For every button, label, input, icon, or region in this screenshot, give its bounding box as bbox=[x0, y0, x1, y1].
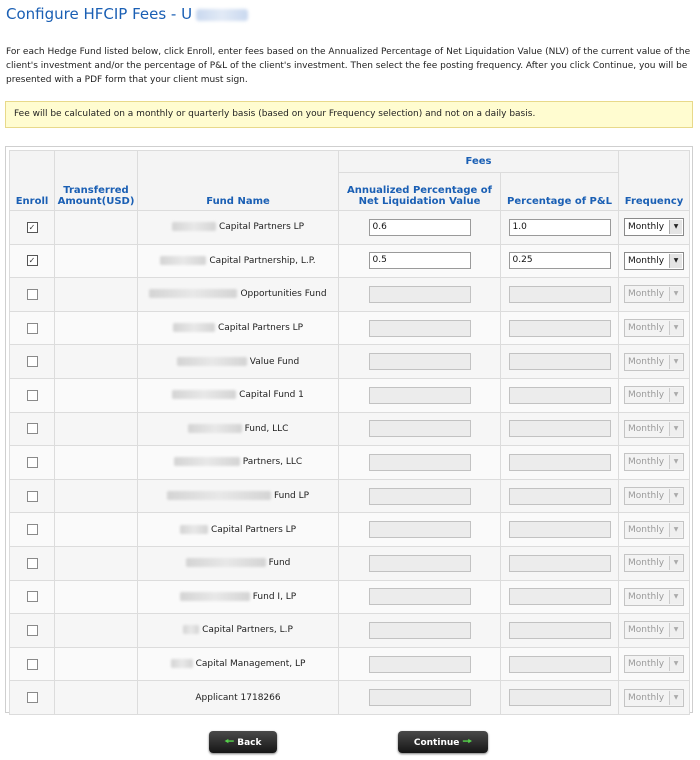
fund-name bbox=[149, 289, 326, 299]
fund-name bbox=[195, 693, 280, 703]
frequency-value: Monthly bbox=[628, 524, 665, 535]
dropdown-arrow-icon: ▼ bbox=[669, 254, 682, 268]
dropdown-arrow-icon: ▼ bbox=[669, 691, 682, 705]
nlv-input[interactable]: 0.6 bbox=[369, 219, 471, 236]
back-button-label: Back bbox=[237, 738, 262, 748]
fund-name-cell bbox=[138, 580, 339, 614]
frequency-select[interactable] bbox=[624, 420, 684, 438]
pnl-cell bbox=[501, 546, 619, 580]
frequency-cell bbox=[619, 580, 690, 614]
back-button[interactable] bbox=[209, 731, 277, 753]
table-row bbox=[10, 681, 690, 715]
table-row bbox=[10, 278, 690, 312]
dropdown-arrow-icon: ▼ bbox=[669, 556, 682, 570]
enroll-cell bbox=[10, 446, 55, 480]
pnl-cell bbox=[501, 446, 619, 480]
frequency-header: Frequency bbox=[619, 151, 690, 211]
transferred-amount-cell bbox=[55, 647, 138, 681]
enroll-cell bbox=[10, 614, 55, 648]
frequency-value: Monthly bbox=[628, 692, 665, 703]
transferred-amount-cell bbox=[55, 345, 138, 379]
fund-name-cell bbox=[138, 479, 339, 513]
dropdown-arrow-icon: ▼ bbox=[669, 321, 682, 335]
dropdown-arrow-icon: ▼ bbox=[669, 355, 682, 369]
dropdown-arrow-icon: ▼ bbox=[669, 590, 682, 604]
table-row bbox=[10, 513, 690, 547]
enroll-checkbox[interactable] bbox=[27, 491, 38, 502]
pnl-input[interactable] bbox=[509, 689, 611, 706]
enroll-checkbox[interactable] bbox=[27, 659, 38, 670]
dropdown-arrow-icon: ▼ bbox=[669, 388, 682, 402]
frequency-cell bbox=[619, 311, 690, 345]
frequency-value: Monthly bbox=[628, 255, 665, 266]
fund-name-text: Capital Fund 1 bbox=[239, 390, 304, 401]
nlv-input[interactable] bbox=[369, 656, 471, 673]
redacted-account-id bbox=[196, 9, 248, 21]
fund-name-text: Fund, LLC bbox=[244, 423, 289, 434]
frequency-select[interactable] bbox=[624, 319, 684, 337]
enroll-header: Enroll bbox=[10, 151, 55, 211]
nlv-cell bbox=[339, 546, 501, 580]
redacted-fund-prefix bbox=[174, 457, 240, 466]
transferred-amount-cell bbox=[55, 412, 138, 446]
frequency-value: Monthly bbox=[628, 423, 665, 434]
enroll-checkbox[interactable] bbox=[27, 625, 38, 636]
fees-table-container bbox=[5, 146, 693, 713]
frequency-select[interactable] bbox=[624, 252, 684, 270]
frequency-cell bbox=[619, 614, 690, 648]
transferred-amount-cell bbox=[55, 311, 138, 345]
enroll-checkbox[interactable]: ✓ bbox=[27, 222, 38, 233]
fund-name-cell bbox=[138, 681, 339, 715]
nlv-cell bbox=[339, 311, 501, 345]
fund-name-text: Partners, LLC bbox=[242, 457, 303, 468]
pnl-cell bbox=[501, 412, 619, 446]
dropdown-arrow-icon: ▼ bbox=[669, 422, 682, 436]
frequency-select[interactable] bbox=[624, 521, 684, 539]
nlv-cell bbox=[339, 647, 501, 681]
pnl-header: Percentage of P&L bbox=[501, 173, 619, 211]
enroll-checkbox[interactable] bbox=[27, 524, 38, 535]
nlv-cell bbox=[339, 211, 501, 245]
redacted-fund-prefix bbox=[167, 491, 271, 500]
nlv-cell bbox=[339, 446, 501, 480]
frequency-select[interactable] bbox=[624, 554, 684, 572]
frequency-cell bbox=[619, 681, 690, 715]
transferred-amount-cell bbox=[55, 278, 138, 312]
table-row bbox=[10, 311, 690, 345]
pnl-input[interactable] bbox=[509, 656, 611, 673]
nlv-input[interactable] bbox=[369, 488, 471, 505]
pnl-input[interactable] bbox=[509, 555, 611, 572]
pnl-cell bbox=[501, 580, 619, 614]
transferred-amount-cell bbox=[55, 479, 138, 513]
enroll-checkbox[interactable] bbox=[27, 558, 38, 569]
nlv-cell bbox=[339, 378, 501, 412]
table-row bbox=[10, 614, 690, 648]
fund-name-text: Capital Partnership, L.P. bbox=[209, 255, 316, 266]
nlv-cell bbox=[339, 614, 501, 648]
enroll-cell bbox=[10, 681, 55, 715]
redacted-fund-prefix bbox=[172, 222, 216, 231]
frequency-value: Monthly bbox=[628, 625, 665, 636]
fund-name-cell bbox=[138, 546, 339, 580]
fund-name-header: Fund Name bbox=[138, 151, 339, 211]
redacted-fund-prefix bbox=[149, 289, 237, 298]
enroll-cell bbox=[10, 546, 55, 580]
nlv-input[interactable] bbox=[369, 588, 471, 605]
frequency-cell bbox=[619, 647, 690, 681]
transferred-amount-cell bbox=[55, 681, 138, 715]
redacted-fund-prefix bbox=[180, 592, 250, 601]
fund-name-cell bbox=[138, 378, 339, 412]
pnl-input[interactable]: 0.25 bbox=[509, 252, 611, 269]
fund-name bbox=[174, 457, 302, 467]
redacted-fund-prefix bbox=[186, 558, 266, 567]
frequency-select[interactable] bbox=[624, 588, 684, 606]
pnl-cell bbox=[501, 278, 619, 312]
enroll-cell bbox=[10, 211, 55, 245]
fund-name-text: Applicant 1718266 bbox=[195, 692, 281, 703]
nlv-input[interactable] bbox=[369, 320, 471, 337]
fund-name bbox=[180, 592, 296, 602]
table-row bbox=[10, 479, 690, 513]
page-title-text: Configure HFCIP Fees - U bbox=[6, 5, 193, 23]
pnl-cell bbox=[501, 614, 619, 648]
enroll-cell bbox=[10, 513, 55, 547]
pnl-cell bbox=[501, 211, 619, 245]
continue-button[interactable] bbox=[398, 731, 488, 753]
pnl-input[interactable] bbox=[509, 387, 611, 404]
enroll-cell bbox=[10, 244, 55, 278]
dropdown-arrow-icon: ▼ bbox=[669, 287, 682, 301]
transferred-amount-header: Transferred Amount(USD) bbox=[55, 151, 138, 211]
redacted-fund-prefix bbox=[171, 659, 193, 668]
redacted-fund-prefix bbox=[183, 625, 199, 634]
enroll-checkbox[interactable] bbox=[27, 591, 38, 602]
transferred-amount-cell bbox=[55, 546, 138, 580]
transferred-amount-cell bbox=[55, 513, 138, 547]
frequency-value: Monthly bbox=[628, 222, 665, 233]
dropdown-arrow-icon: ▼ bbox=[669, 455, 682, 469]
nlv-header: Annualized Percentage of Net Liquidation Value bbox=[339, 173, 501, 211]
fund-name-cell bbox=[138, 211, 339, 245]
enroll-cell bbox=[10, 580, 55, 614]
transferred-amount-cell bbox=[55, 244, 138, 278]
enroll-cell bbox=[10, 345, 55, 379]
fund-name-cell bbox=[138, 278, 339, 312]
fund-name-cell bbox=[138, 614, 339, 648]
fund-name bbox=[160, 256, 315, 266]
fund-name-text: Fund I, LP bbox=[252, 591, 297, 602]
fees-table bbox=[9, 150, 690, 715]
dropdown-arrow-icon: ▼ bbox=[669, 657, 682, 671]
nlv-cell bbox=[339, 580, 501, 614]
fund-name-cell bbox=[138, 647, 339, 681]
frequency-value: Monthly bbox=[628, 491, 665, 502]
frequency-value: Monthly bbox=[628, 591, 665, 602]
transferred-amount-cell bbox=[55, 580, 138, 614]
pnl-input[interactable]: 1.0 bbox=[509, 219, 611, 236]
nlv-cell bbox=[339, 244, 501, 278]
frequency-cell bbox=[619, 211, 690, 245]
enroll-checkbox[interactable] bbox=[27, 323, 38, 334]
nlv-cell bbox=[339, 513, 501, 547]
frequency-cell bbox=[619, 378, 690, 412]
frequency-cell bbox=[619, 513, 690, 547]
frequency-cell bbox=[619, 412, 690, 446]
pnl-cell bbox=[501, 244, 619, 278]
table-row bbox=[10, 378, 690, 412]
redacted-fund-prefix bbox=[177, 357, 247, 366]
fund-name bbox=[173, 323, 303, 333]
redacted-fund-prefix bbox=[172, 390, 236, 399]
table-row bbox=[10, 546, 690, 580]
fund-name-text: Capital Partners, L.P bbox=[202, 625, 293, 636]
pnl-input[interactable] bbox=[509, 521, 611, 538]
nlv-input[interactable] bbox=[369, 521, 471, 538]
redacted-fund-prefix bbox=[188, 424, 242, 433]
fund-name-cell bbox=[138, 513, 339, 547]
pnl-input[interactable] bbox=[509, 286, 611, 303]
frequency-value: Monthly bbox=[628, 289, 665, 300]
frequency-select[interactable] bbox=[624, 218, 684, 236]
enroll-checkbox[interactable] bbox=[27, 457, 38, 468]
frequency-cell bbox=[619, 278, 690, 312]
nlv-input[interactable] bbox=[369, 689, 471, 706]
arrow-right-icon: 🠖 bbox=[462, 735, 473, 748]
frequency-value: Monthly bbox=[628, 323, 665, 334]
pnl-cell bbox=[501, 513, 619, 547]
enroll-cell bbox=[10, 479, 55, 513]
nlv-cell bbox=[339, 681, 501, 715]
nlv-input[interactable] bbox=[369, 353, 471, 370]
table-row bbox=[10, 412, 690, 446]
fund-name-text: Fund bbox=[268, 558, 291, 569]
continue-button-label: Continue bbox=[413, 738, 460, 748]
enroll-checkbox[interactable]: ✓ bbox=[27, 255, 38, 266]
fund-name-text: Capital Management, LP bbox=[195, 659, 306, 670]
frequency-value: Monthly bbox=[628, 659, 665, 670]
transferred-amount-cell bbox=[55, 211, 138, 245]
enroll-checkbox[interactable] bbox=[27, 289, 38, 300]
fund-name-text: Opportunities Fund bbox=[240, 289, 327, 300]
frequency-cell bbox=[619, 446, 690, 480]
frequency-select[interactable] bbox=[624, 285, 684, 303]
page-title bbox=[6, 5, 248, 23]
fund-name-cell bbox=[138, 311, 339, 345]
fund-name bbox=[172, 390, 304, 400]
frequency-select[interactable] bbox=[624, 621, 684, 639]
nlv-input[interactable] bbox=[369, 286, 471, 303]
nlv-input[interactable] bbox=[369, 387, 471, 404]
frequency-cell bbox=[619, 345, 690, 379]
table-row bbox=[10, 580, 690, 614]
frequency-cell bbox=[619, 479, 690, 513]
pnl-input[interactable] bbox=[509, 420, 611, 437]
enroll-cell bbox=[10, 378, 55, 412]
enroll-checkbox[interactable] bbox=[27, 356, 38, 367]
table-row bbox=[10, 446, 690, 480]
fees-group-header: Fees bbox=[339, 151, 619, 173]
fund-name-text: Capital Partners LP bbox=[217, 323, 304, 334]
fund-name bbox=[172, 222, 304, 232]
frequency-select[interactable] bbox=[624, 353, 684, 371]
enroll-cell bbox=[10, 311, 55, 345]
fund-name bbox=[180, 525, 296, 535]
pnl-cell bbox=[501, 681, 619, 715]
pnl-cell bbox=[501, 311, 619, 345]
fund-name-cell bbox=[138, 244, 339, 278]
nlv-input[interactable]: 0.5 bbox=[369, 252, 471, 269]
frequency-value: Monthly bbox=[628, 558, 665, 569]
redacted-fund-prefix bbox=[173, 323, 215, 332]
frequency-select[interactable] bbox=[624, 487, 684, 505]
enroll-cell bbox=[10, 412, 55, 446]
pnl-input[interactable] bbox=[509, 320, 611, 337]
dropdown-arrow-icon: ▼ bbox=[669, 489, 682, 503]
frequency-select[interactable] bbox=[624, 453, 684, 471]
nlv-cell bbox=[339, 345, 501, 379]
pnl-cell bbox=[501, 378, 619, 412]
table-row bbox=[10, 244, 690, 278]
nlv-input[interactable] bbox=[369, 622, 471, 639]
fund-name-cell bbox=[138, 412, 339, 446]
fund-name-text: Value Fund bbox=[249, 356, 300, 367]
transferred-amount-cell bbox=[55, 446, 138, 480]
fund-name bbox=[167, 491, 309, 501]
frequency-select[interactable] bbox=[624, 655, 684, 673]
pnl-input[interactable] bbox=[509, 622, 611, 639]
nlv-input[interactable] bbox=[369, 420, 471, 437]
nlv-input[interactable] bbox=[369, 555, 471, 572]
fund-name bbox=[177, 357, 299, 367]
pnl-input[interactable] bbox=[509, 588, 611, 605]
dropdown-arrow-icon: ▼ bbox=[669, 523, 682, 537]
pnl-input[interactable] bbox=[509, 454, 611, 471]
fund-name-text: Fund LP bbox=[273, 491, 310, 502]
frequency-select[interactable] bbox=[624, 689, 684, 707]
enroll-checkbox[interactable] bbox=[27, 423, 38, 434]
table-row bbox=[10, 345, 690, 379]
arrow-left-icon: 🠔 bbox=[224, 735, 235, 748]
dropdown-arrow-icon: ▼ bbox=[669, 220, 682, 234]
frequency-select[interactable] bbox=[624, 386, 684, 404]
fund-name-cell bbox=[138, 345, 339, 379]
pnl-cell bbox=[501, 479, 619, 513]
table-row bbox=[10, 647, 690, 681]
redacted-fund-prefix bbox=[180, 525, 208, 534]
fund-name-cell bbox=[138, 446, 339, 480]
enroll-checkbox[interactable] bbox=[27, 390, 38, 401]
fund-name bbox=[183, 625, 293, 635]
frequency-cell bbox=[619, 244, 690, 278]
frequency-cell bbox=[619, 546, 690, 580]
nlv-cell bbox=[339, 278, 501, 312]
enroll-cell bbox=[10, 647, 55, 681]
frequency-notice: Fee will be calculated on a monthly or quarterly basis (based on your Frequency selection) and not on a daily basis. bbox=[5, 101, 693, 128]
frequency-value: Monthly bbox=[628, 390, 665, 401]
frequency-value: Monthly bbox=[628, 457, 665, 468]
pnl-cell bbox=[501, 345, 619, 379]
intro-text: For each Hedge Fund listed below, click Enroll, enter fees based on the Annualized Percentage of Net Liquidation Value (NLV) of the current value of the client's investment and/or the percentage of P&L of the client's investment. Then select the fee posting frequency. After you click Continue, you will be presented with a PDF form that your client must sign. bbox=[6, 47, 691, 85]
table-row bbox=[10, 211, 690, 245]
redacted-fund-prefix bbox=[160, 256, 206, 265]
fund-name bbox=[188, 424, 289, 434]
enroll-checkbox[interactable] bbox=[27, 692, 38, 703]
nlv-input[interactable] bbox=[369, 454, 471, 471]
pnl-input[interactable] bbox=[509, 488, 611, 505]
nlv-cell bbox=[339, 479, 501, 513]
enroll-cell bbox=[10, 278, 55, 312]
fund-name bbox=[171, 659, 306, 669]
transferred-amount-cell bbox=[55, 614, 138, 648]
fund-name-text: Capital Partners LP bbox=[210, 524, 297, 535]
pnl-cell bbox=[501, 647, 619, 681]
frequency-value: Monthly bbox=[628, 356, 665, 367]
nlv-cell bbox=[339, 412, 501, 446]
fund-name bbox=[186, 558, 291, 568]
transferred-amount-cell bbox=[55, 378, 138, 412]
fund-name-text: Capital Partners LP bbox=[218, 222, 305, 233]
dropdown-arrow-icon: ▼ bbox=[669, 623, 682, 637]
pnl-input[interactable] bbox=[509, 353, 611, 370]
